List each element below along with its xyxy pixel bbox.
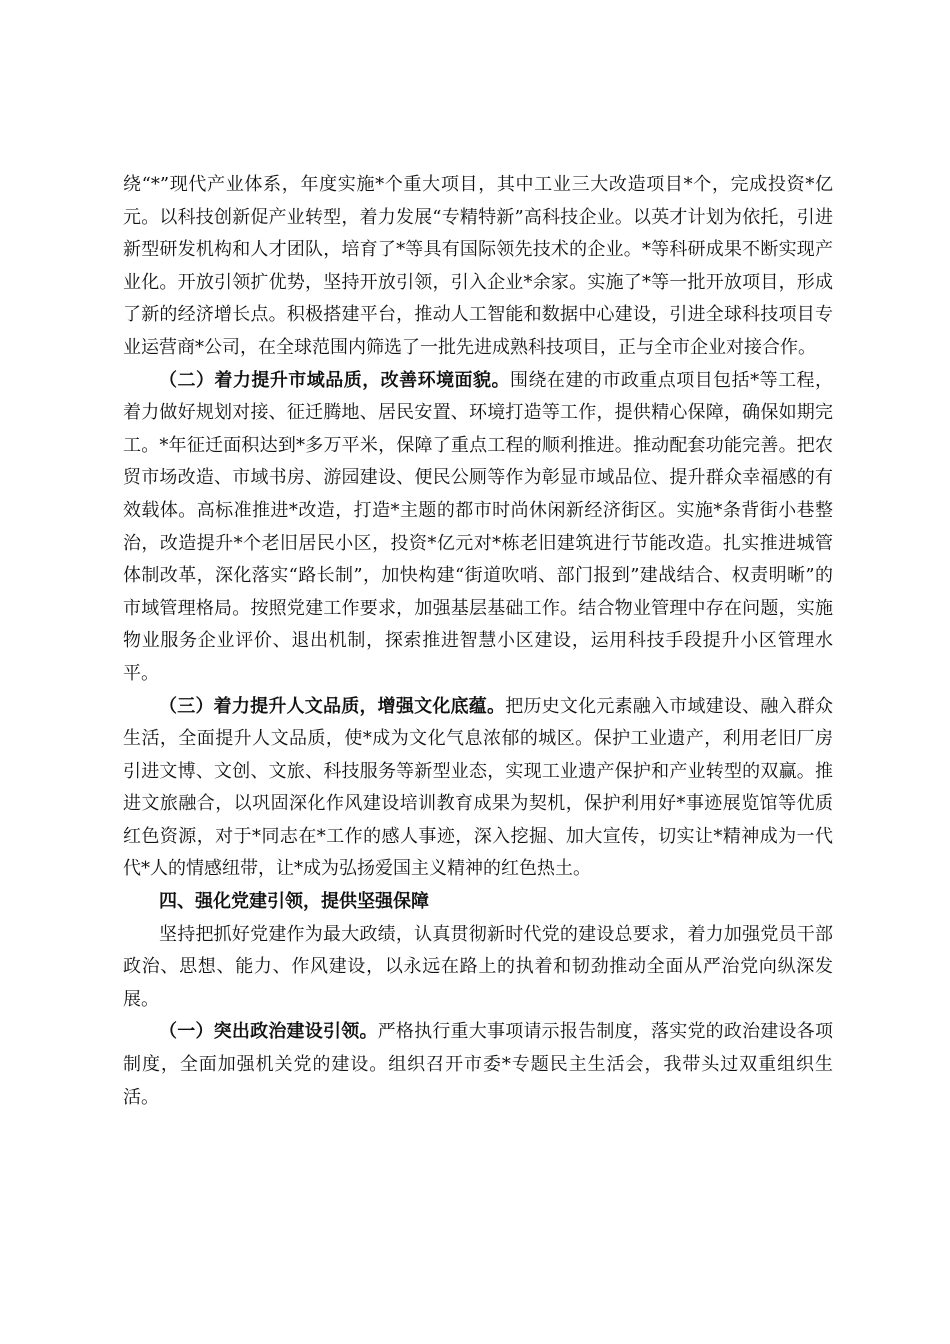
section-heading: 四、强化党建引领，提供坚强保障 [159,891,429,913]
document-body [123,169,833,1114]
paragraph-text: 把历史文化元素融入市域建设、融入群众生活，全面提升人文品质，使*成为文化气息浓郁的城区。保护工业遗产，利用老旧厂房引进文博、文创、文旅、科技服务等新型业态，实现工业遗产保护和产业转型的双赢。推进文旅融合，以巩固深化作风建设培训教育成果为契机，保护利用好*事迹展览馆等优质红色资源，对于*同志在*工作的感人事迹，深入挖掘、加大宣传，切实让*精神成为一代代*人的情感纽带，让*成为弘扬爱国主义精神的红色热土。 [123,695,834,880]
paragraph-heading: （二）着力提升市域品质，改善环境面貌。 [159,369,510,391]
paragraph-cultural-quality [123,691,833,887]
paragraph-text: 坚持把抓好党建作为最大政绩，认真贯彻新时代党的建设总要求，着力加强党员干部政治、思想、能力、作风建设，以永远在路上的执着和韧劲推动全面从严治党向纵深发展。 [123,923,833,1010]
paragraph-industry-system [123,169,833,365]
paragraph-urban-quality [123,365,833,691]
paragraph-party-building-intro [123,919,833,1017]
paragraph-heading: （一）突出政治建设引领。 [159,1021,378,1043]
section-heading-party-building [123,886,833,919]
paragraph-text: 围绕在建的市政重点项目包括*等工程，着力做好规划对接、征迁腾地、居民安置、环境打造等工作，提供精心保障，确保如期完工。*年征迁面积达到*多万平米，保障了重点工程的顺利推进。推动配套功能完善。把农贸市场改造、市域书房、游园建设、便民公厕等作为彰显市域品位、提升群众幸福感的有效载体。高标准推进*改造，打造*主题的都市时尚休闲新经济街区。实施*条背街小巷整治，改造提升*个老旧居民小区，投资*亿元对*栋老旧建筑进行节能改造。扎实推进城管体制改革，深化落实“路长制”，加快构建“街道吹哨、部门报到”建战结合、权责明晰”的市域管理格局。按照党建工作要求，加强基层基础工作。结合物业管理中存在问题，实施物业服务企业评价、退出机制，探索推进智慧小区建设，运用科技手段提升小区管理水平。 [123,369,834,684]
paragraph-heading: （三）着力提升人文品质，增强文化底蕴。 [159,695,506,717]
paragraph-text: 绕“*”现代产业体系，年度实施*个重大项目，其中工业三大改造项目*个，完成投资*亿元。以科技创新促产业转型，着力发展“专精特新”高科技企业。以英才计划为依托，引进新型研发机构和人才团队，培育了*等具有国际领先技术的企业。*等科研成果不断实现产业化。开放引领扩优势，坚持开放引领，引入企业*余家。实施了*等一批开放项目，形成了新的经济增长点。积极搭建平台，推动人工智能和数据中心建设，引进全球科技项目专业运营商*公司，在全球范围内筛选了一批先进成熟科技项目，正与全市企业对接合作。 [123,174,833,358]
paragraph-political-construction [123,1016,833,1114]
paragraph-text: 严格执行重大事项请示报告制度，落实党的政治建设各项制度，全面加强机关党的建设。组织召开市委*专题民主生活会，我带头过双重组织生活。 [123,1021,834,1108]
